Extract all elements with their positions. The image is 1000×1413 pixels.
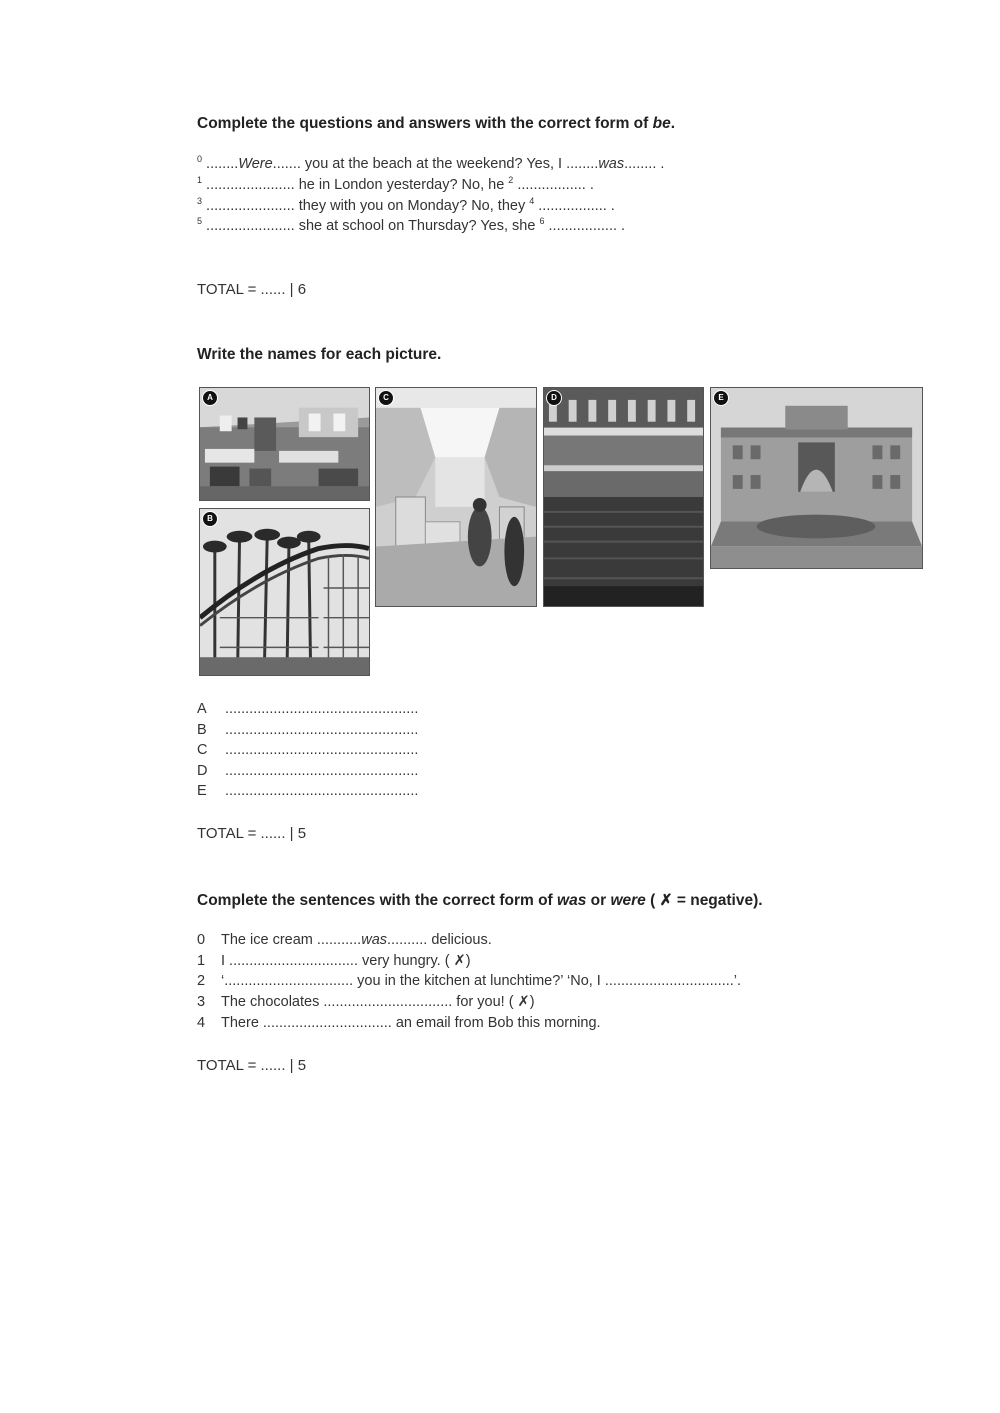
gap-dots: ................. . — [534, 198, 615, 214]
line-text: ...................... she at school on Thursday? Yes, she — [206, 218, 540, 234]
picture-names-list — [197, 701, 418, 804]
line-number: 4 — [529, 196, 535, 207]
picture-c-museum — [375, 387, 537, 607]
name-line-d — [197, 763, 418, 784]
section3-line-1 — [197, 953, 471, 969]
example-answer: was — [598, 156, 625, 172]
line-number: 3 — [197, 994, 206, 1010]
picture-b-roller-coaster — [199, 508, 370, 676]
line-text: ...................... they with you on Monday? No, they — [206, 198, 530, 214]
line-number: 6 — [539, 216, 545, 227]
name-letter: B — [197, 721, 207, 738]
line-number: 0 — [197, 154, 203, 165]
name-letter: D — [197, 762, 208, 779]
answer-blank[interactable]: ................................................ — [225, 762, 419, 779]
gap-dots: ........ . — [624, 156, 665, 172]
section1-heading-emphasis: be — [652, 115, 671, 132]
section3-heading-end: ( ✗ = negative). — [645, 892, 763, 909]
section3-line-3 — [197, 994, 535, 1010]
line-number: 1 — [197, 953, 206, 969]
picture-a-restaurant — [199, 387, 370, 501]
section2-total: TOTAL = ...... | 5 — [197, 825, 307, 842]
picture-badge: C — [378, 390, 394, 406]
section3-heading — [197, 891, 763, 910]
picture-d-theatre — [543, 387, 704, 607]
example-answer: Were — [238, 156, 273, 172]
section1-line-0 — [197, 156, 664, 172]
gap-dots: ........ — [206, 156, 239, 172]
line-number: 3 — [197, 196, 203, 207]
section1-heading-text: Complete the questions and answers with the correct form of — [197, 115, 653, 132]
line-number: 5 — [197, 216, 203, 227]
line-text: I ................................ very hungry. ( ✗) — [221, 953, 471, 969]
section1-line-5 — [197, 218, 625, 234]
picture-badge: D — [546, 390, 562, 406]
line-number: 0 — [197, 932, 206, 948]
answer-blank[interactable]: ................................................ — [225, 783, 419, 799]
line-number: 2 — [197, 973, 206, 989]
name-letter: A — [197, 701, 207, 717]
name-letter: E — [197, 783, 207, 799]
section3-line-4 — [197, 1015, 601, 1031]
picture-badge: E — [713, 390, 729, 406]
section1-line-1 — [197, 177, 594, 193]
section3-heading-emphasis: were — [610, 892, 646, 909]
line-text: .......... delicious. — [387, 932, 492, 948]
line-text: The chocolates ................................ for you! ( ✗) — [221, 994, 535, 1010]
line-number: 4 — [197, 1015, 206, 1031]
answer-blank[interactable]: ................................................ — [225, 701, 419, 717]
name-line-c — [197, 742, 418, 763]
section3-line-0 — [197, 932, 492, 948]
picture-e-trevi-fountain — [710, 387, 923, 569]
line-number: 2 — [508, 175, 514, 186]
gap-dots: ................. . — [513, 177, 594, 193]
name-line-e — [197, 783, 418, 804]
name-letter: C — [197, 742, 208, 758]
section1-heading-end: . — [670, 115, 676, 132]
answer-blank[interactable]: ................................................ — [225, 742, 419, 758]
picture-badge: A — [202, 390, 218, 406]
section3-total: TOTAL = ...... | 5 — [197, 1057, 307, 1074]
example-answer: was — [361, 932, 388, 948]
name-line-a — [197, 701, 418, 722]
section2-heading: Write the names for each picture. — [197, 346, 442, 363]
line-text: ‘................................ you in the kitchen at lunchtime?’ ‘No, I ................................’. — [221, 973, 742, 989]
line-text: The ice cream ........... — [221, 932, 362, 948]
gap-dots: ................. . — [544, 218, 626, 234]
section1-heading — [197, 115, 675, 133]
line-text: ...................... he in London yesterday? No, he — [206, 177, 509, 193]
section3-heading-emphasis: was — [557, 892, 587, 909]
section3-heading-text: Complete the sentences with the correct form of — [197, 892, 558, 909]
line-text: ....... you at the beach at the weekend? Yes, I ........ — [272, 156, 599, 172]
section3-heading-text: or — [586, 892, 611, 909]
line-number: 1 — [197, 175, 203, 186]
answer-blank[interactable]: ................................................ — [225, 721, 419, 738]
section3-line-2 — [197, 973, 741, 989]
section1-total: TOTAL = ...... | 6 — [197, 281, 307, 298]
name-line-b — [197, 722, 418, 743]
line-text: There ................................ an email from Bob this morning. — [221, 1015, 601, 1031]
section1-line-3 — [197, 198, 615, 214]
picture-badge: B — [202, 511, 218, 527]
